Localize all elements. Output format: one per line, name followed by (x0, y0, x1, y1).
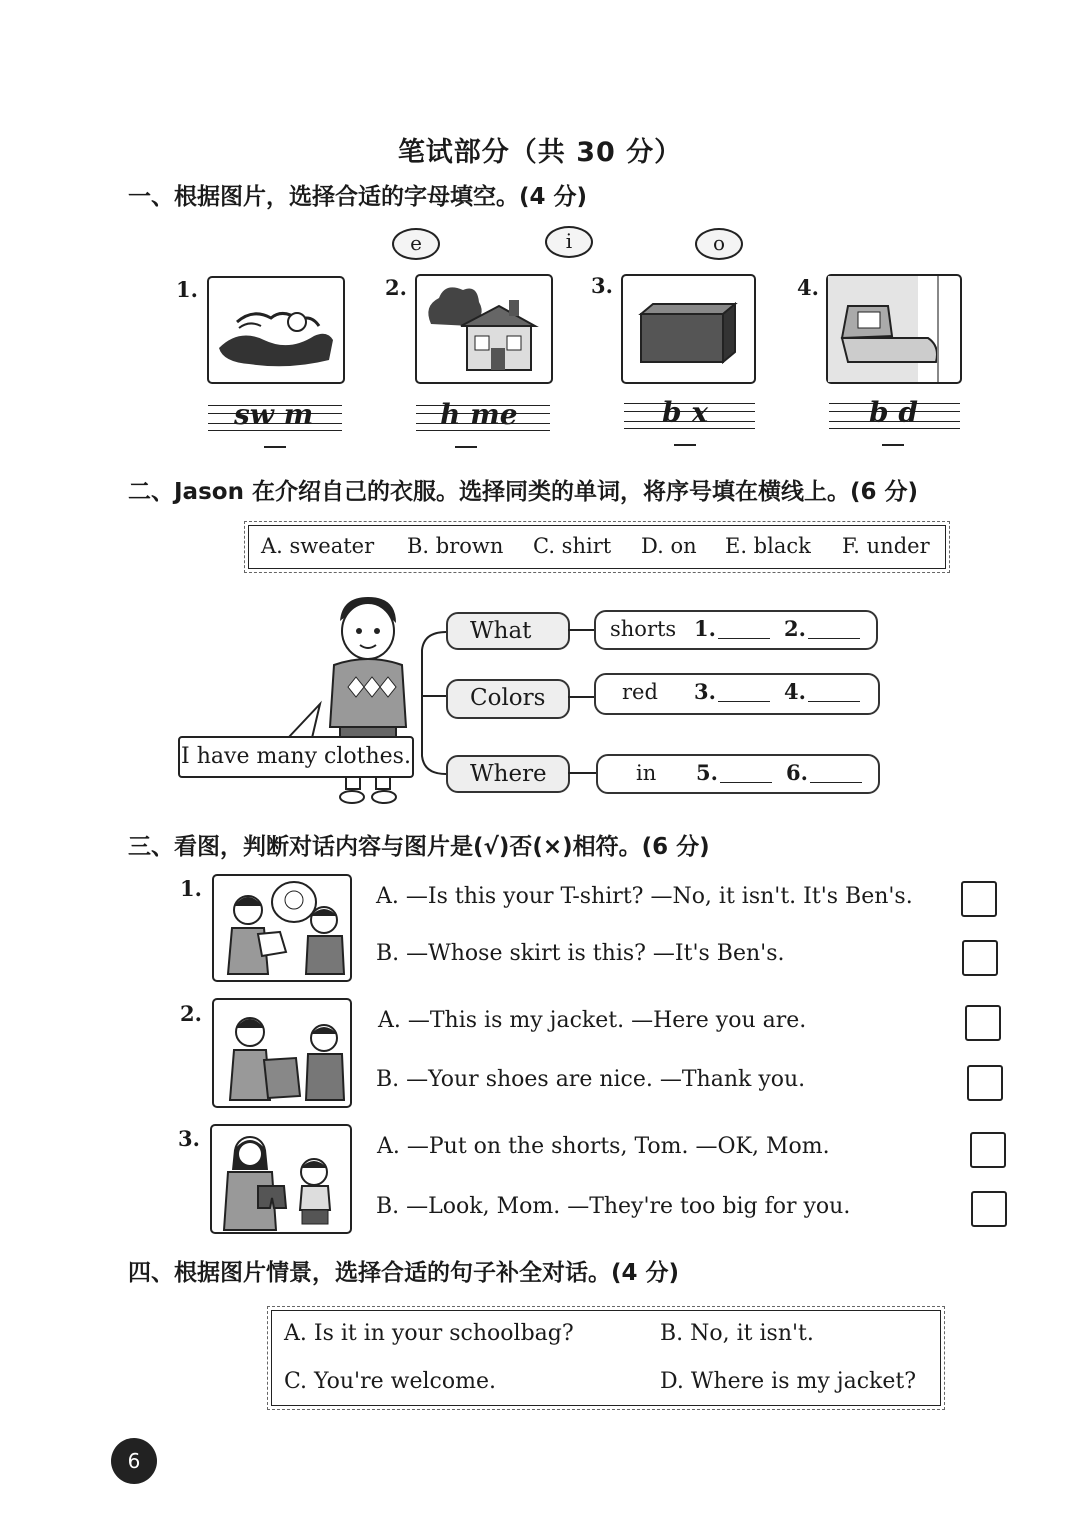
tree-connector (410, 620, 450, 780)
bed-picture (826, 274, 962, 384)
item-number: 3. (591, 273, 613, 298)
category-colors: Colors (446, 679, 570, 719)
row-where-words (596, 754, 880, 794)
blank-number: 4. (784, 679, 806, 704)
sentence-c: C. You're welcome. (284, 1369, 496, 1394)
row-what-words (594, 610, 878, 650)
answer-blank-1[interactable] (718, 620, 770, 639)
option-a: A. sweater (261, 534, 375, 558)
speech-tail (280, 700, 330, 740)
blank-3[interactable] (674, 444, 696, 446)
blank-number: 2. (784, 616, 806, 641)
row-colors-words (594, 673, 880, 715)
writing-lines (208, 398, 342, 431)
tshirt-scene-picture (212, 874, 352, 982)
sentence-a: A. Is it in your schoolbag? (284, 1321, 574, 1346)
sentence-b: B. No, it isn't. (660, 1321, 814, 1346)
item-number: 1. (180, 876, 202, 901)
word-bd: b d (869, 396, 918, 429)
item-number: 4. (797, 275, 819, 300)
answer-box-1a[interactable] (961, 881, 997, 917)
dialogue-1a: A. —Is this your T-shirt? —No, it isn't. It's Ben's. (376, 884, 913, 909)
blank-4[interactable] (882, 444, 904, 446)
dialogue-2b: B. —Your shoes are nice. —Thank you. (376, 1067, 806, 1092)
blank-number: 6. (786, 760, 808, 785)
jacket-scene-picture (212, 998, 352, 1108)
category-what: What (446, 612, 570, 650)
section4-heading: 四、根据图片情景，选择合适的句子补全对话。(4 分) (128, 1260, 680, 1286)
row-connector (568, 772, 596, 774)
page-title: 笔试部分（共 30 分） (397, 137, 683, 168)
writing-lines (416, 398, 550, 431)
section1-heading: 一、根据图片，选择合适的字母填空。(4 分) (128, 184, 588, 210)
example-word: red (622, 680, 658, 704)
dialogue-3a: A. —Put on the shorts, Tom. —OK, Mom. (377, 1134, 830, 1159)
letter-e: e (392, 228, 440, 260)
dialogue-1b: B. —Whose skirt is this? —It's Ben's. (376, 941, 785, 966)
option-b: B. brown (407, 534, 504, 558)
answer-blank-3[interactable] (718, 683, 770, 702)
answer-box-3b[interactable] (971, 1191, 1007, 1227)
category-where: Where (446, 755, 570, 793)
option-e: E. black (725, 534, 811, 558)
example-word: shorts (610, 617, 677, 641)
section3-heading: 三、看图，判断对话内容与图片是(√)否(×)相符。(6 分) (128, 834, 710, 860)
option-f: F. under (842, 534, 930, 558)
letter-o: o (695, 228, 743, 260)
writing-lines (829, 396, 960, 429)
word-hme: h me (440, 398, 518, 431)
blank-2[interactable] (455, 446, 477, 448)
answer-blank-5[interactable] (720, 764, 772, 783)
answer-blank-4[interactable] (808, 683, 860, 702)
box-picture (621, 274, 756, 384)
answer-blank-6[interactable] (810, 764, 862, 783)
item-number: 2. (180, 1001, 202, 1026)
blank-number: 5. (696, 760, 718, 785)
word-bx: b x (662, 396, 709, 429)
blank-1[interactable] (264, 446, 286, 448)
house-picture (415, 274, 553, 384)
sentence-options-box (271, 1310, 941, 1406)
row-connector (568, 629, 596, 631)
shorts-scene-picture (210, 1124, 352, 1234)
row-connector (568, 696, 596, 698)
example-word: in (636, 761, 657, 785)
section2-heading: 二、Jason 在介绍自己的衣服。选择同类的单词，将序号填在横线上。(6 分) (128, 479, 918, 505)
blank-number: 3. (694, 679, 716, 704)
writing-lines (624, 396, 755, 429)
dialogue-2a: A. —This is my jacket. —Here you are. (378, 1008, 807, 1033)
page-number: 6 (111, 1438, 157, 1484)
letter-i: i (545, 226, 593, 258)
word-swm: sw m (234, 398, 314, 431)
word-options-box (248, 525, 946, 569)
option-c: C. shirt (533, 534, 612, 558)
item-number: 1. (176, 277, 198, 302)
answer-box-3a[interactable] (970, 1132, 1006, 1168)
item-number: 2. (385, 275, 407, 300)
sentence-d: D. Where is my jacket? (660, 1369, 917, 1394)
item-number: 3. (178, 1126, 200, 1151)
answer-box-1b[interactable] (962, 940, 998, 976)
blank-number: 1. (694, 616, 716, 641)
speech-bubble: I have many clothes. (178, 736, 414, 778)
dialogue-3b: B. —Look, Mom. —They're too big for you. (376, 1194, 851, 1219)
answer-box-2a[interactable] (965, 1005, 1001, 1041)
option-d: D. on (641, 534, 697, 558)
swimming-picture (207, 276, 345, 384)
answer-box-2b[interactable] (967, 1065, 1003, 1101)
answer-blank-2[interactable] (808, 620, 860, 639)
